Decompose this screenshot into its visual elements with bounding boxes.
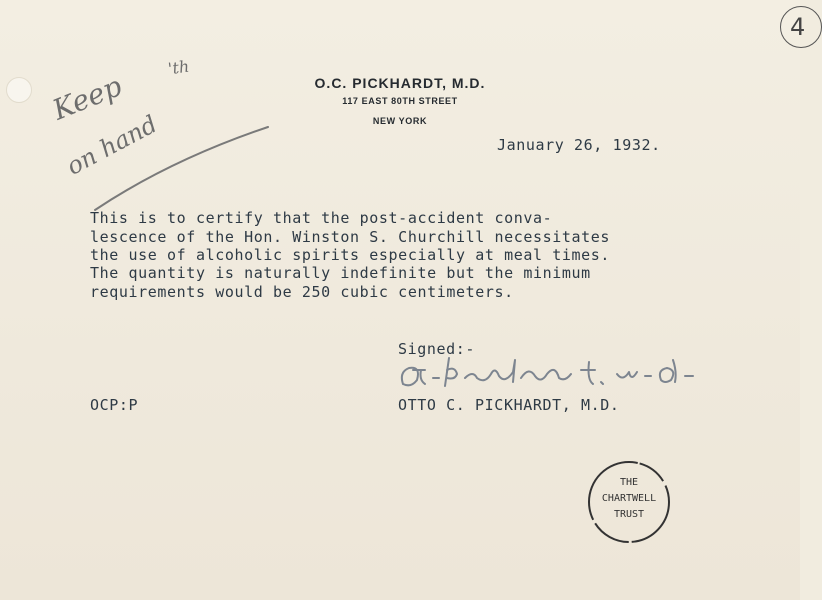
stamp-line: CHARTWELL [601, 493, 657, 504]
chartwell-trust-stamp [586, 459, 672, 545]
letterhead-name: O.C. PICKHARDT, M.D. [314, 75, 486, 91]
body-line: requirements would be 250 cubic centimeters. [90, 283, 514, 301]
typist-initials: OCP:P [90, 396, 139, 414]
handwritten-on-hand: on hand [62, 109, 162, 181]
body-line: the use of alcoholic spirits especially at meal times. [90, 246, 611, 264]
body-line: This is to certify that the post-accident conva- [90, 209, 553, 227]
handwritten-keep: Keep [48, 69, 127, 127]
stamp-line: THE [619, 477, 639, 488]
stamp-line: TRUST [613, 509, 645, 520]
body-line: lescence of the Hon. Winston S. Churchill necessitates [90, 228, 611, 246]
letterhead-city: NEW YORK [372, 116, 428, 126]
handwritten-signature [395, 352, 705, 397]
typed-signatory-name: OTTO C. PICKHARDT, M.D. [398, 396, 620, 414]
letterhead-street: 117 EAST 80TH STREET [342, 96, 458, 106]
body-line: The quantity is naturally indefinite but the minimum [90, 264, 591, 282]
handwritten-mark: 'th [166, 56, 191, 79]
letter-date: January 26, 1932. [497, 136, 661, 154]
signed-label: Signed:- [398, 340, 476, 358]
page-number-mark: 4 [780, 6, 822, 48]
